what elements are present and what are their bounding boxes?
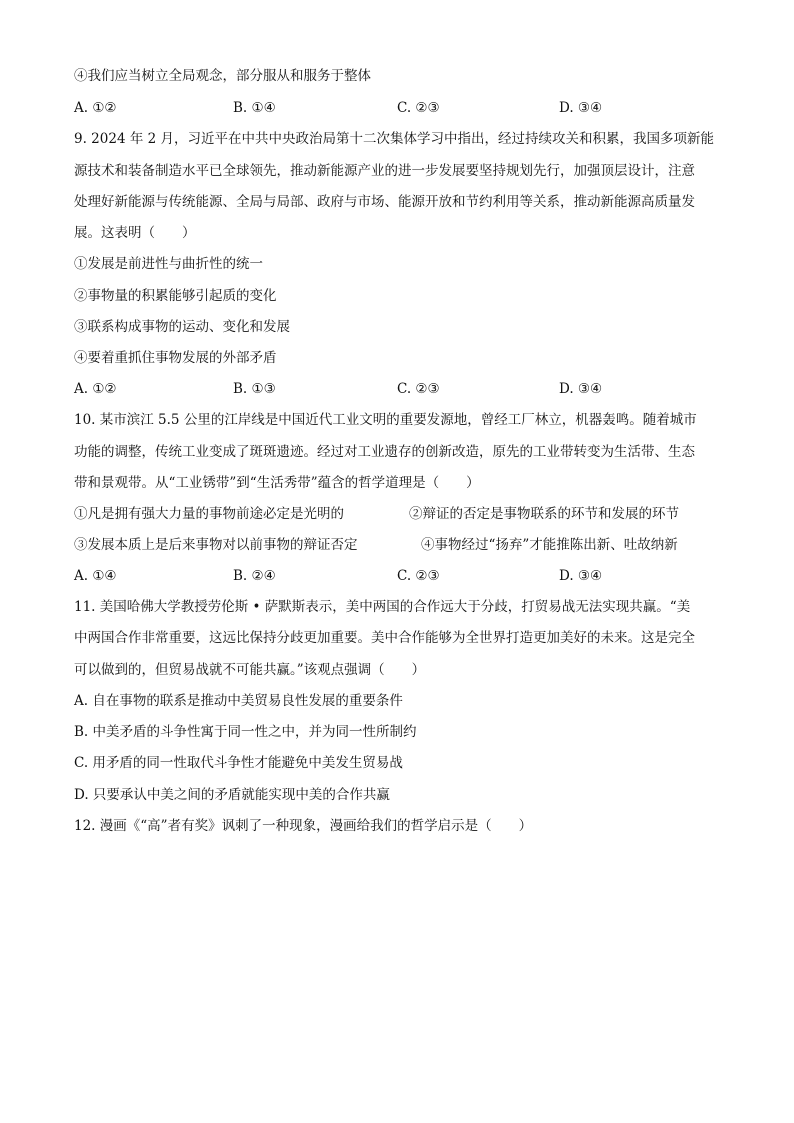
q9-stem-line-3: 处理好新能源与传统能源、全局与局部、政府与市场、能源开放和节约利用等关系，推动新能源高质量发 [74,194,695,210]
q10-statement-2: ②辩证的否定是事物联系的环节和发展的环节 [409,506,679,522]
q9-statement-1: ①发展是前进性与曲折性的统一 [74,256,263,272]
q10-statement-3: ③发展本质上是后来事物对以前事物的辩证否定 [74,537,358,553]
q10-option-a: A. ①④ [74,568,117,584]
q9-statement-2: ②事物量的积累能够引起质的变化 [74,288,277,304]
q10-statement-1: ①凡是拥有强大力量的事物前途必定是光明的 [74,506,344,522]
q9-stem-line-4: 展。这表明（ ） [74,225,196,241]
q11-stem-line-1: 11. 美国哈佛大学教授劳伦斯 • 萨默斯表示，美中两国的合作远大于分歧，打贸易战无法实现共赢。“美 [74,599,691,615]
q11-stem-line-3: 可以做到的，但贸易战就不可能共赢。”该观点强调（ ） [74,662,426,678]
q12-stem-line-1: 12. 漫画《“高”者有奖》讽刺了一种现象，漫画给我们的哲学启示是（ ） [74,818,533,834]
q11-stem-line-2: 中两国合作非常重要，这远比保持分歧更加重要。美中合作能够为全世界打造更加美好的未来。这是完全 [74,630,695,646]
q8-option-b: B. ①④ [233,100,276,116]
q11-option-a: A. 自在事物的联系是推动中美贸易良性发展的重要条件 [74,693,403,709]
q10-option-d: D. ③④ [559,568,603,584]
q11-option-b: B. 中美矛盾的斗争性寓于同一性之中，并为同一性所制约 [74,724,417,740]
q9-stem-line-1: 9. 2024 年 2 月，习近平在中共中央政治局第十二次集体学习中指出，经过持续攻关和积累，我国多项新能 [74,131,714,147]
q9-option-a: A. ①② [74,381,117,397]
q10-option-c: C. ②③ [397,568,440,584]
q10-stem-line-2: 功能的调整，传统工业变成了斑斑遗迹。经过对工业遗存的创新改造，原先的工业带转变为生活带、生态 [74,444,695,460]
q10-option-b: B. ②④ [233,568,276,584]
q11-option-d: D. 只要承认中美之间的矛盾就能实现中美的合作共赢 [74,787,390,803]
q9-statement-3: ③联系构成事物的运动、变化和发展 [74,319,290,335]
q9-option-c: C. ②③ [397,381,440,397]
q9-stem-line-2: 源技术和装备制造水平已全球领先，推动新能源产业的进一步发展要坚持规划先行，加强顶层设计，注意 [74,163,695,179]
q10-statement-4: ④事物经过“扬弃”才能推陈出新、吐故纳新 [421,537,678,553]
q8-statement-4: ④我们应当树立全局观念，部分服从和服务于整体 [74,68,371,84]
q10-stem-line-1: 10. 某市滨江 5.5 公里的江岸线是中国近代工业文明的重要发源地，曾经工厂林立，机器轰鸣。随着城市 [74,412,697,428]
q8-option-c: C. ②③ [397,100,440,116]
q9-statement-4: ④要着重抓住事物发展的外部矛盾 [74,350,277,366]
q10-stem-line-3: 带和景观带。从“工业锈带”到“生活秀带”蕴含的哲学道理是（ ） [74,475,480,491]
q8-option-d: D. ③④ [559,100,603,116]
q9-option-b: B. ①③ [233,381,276,397]
q9-option-d: D. ③④ [559,381,603,397]
q11-option-c: C. 用矛盾的同一性取代斗争性才能避免中美发生贸易战 [74,755,403,771]
q8-option-a: A. ①② [74,100,117,116]
